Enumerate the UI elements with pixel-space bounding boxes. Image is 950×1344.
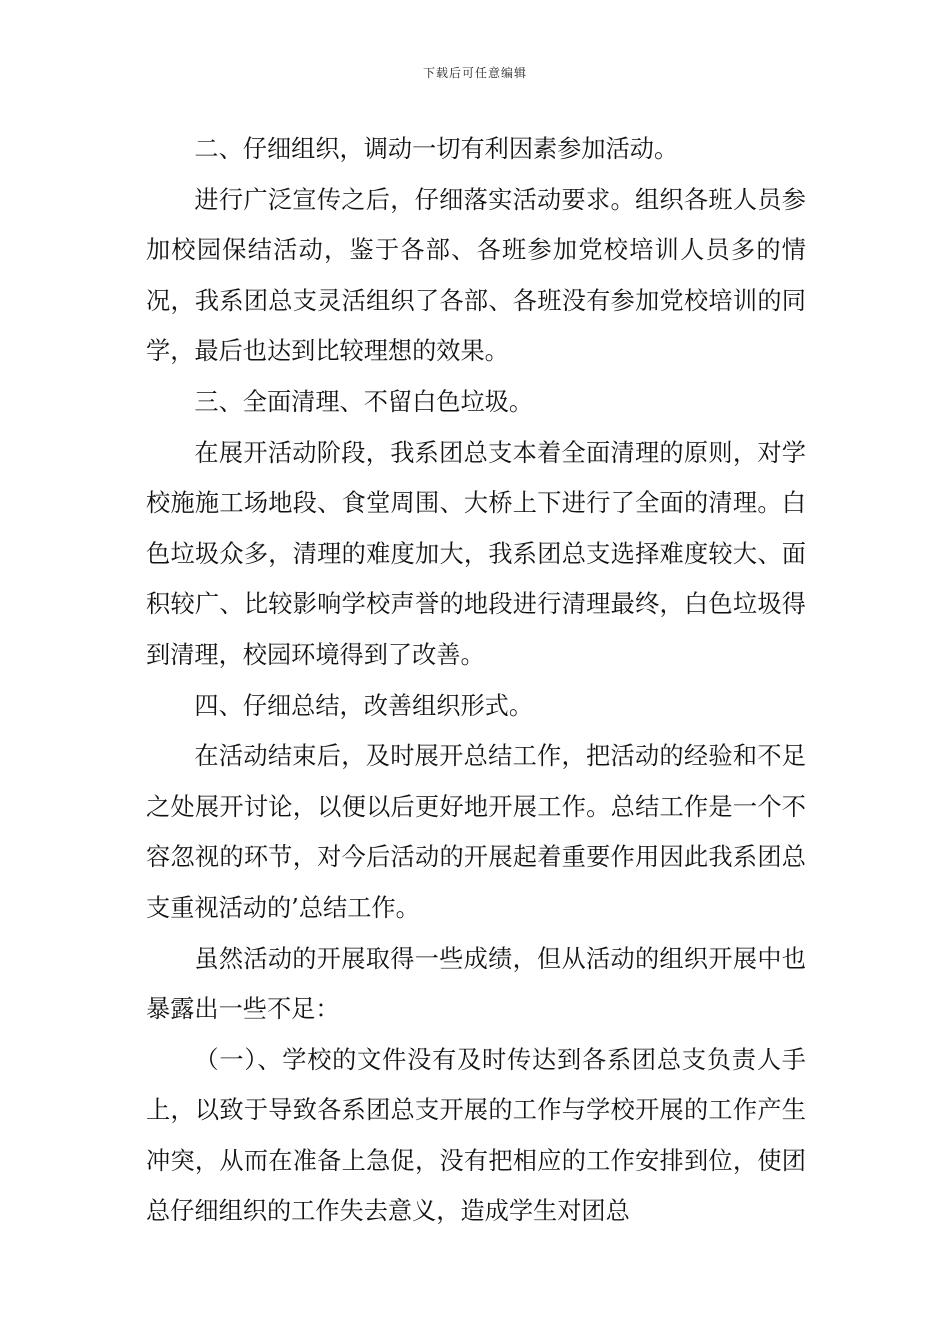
paragraph: 在活动结束后，及时展开总结工作，把活动的经验和不足之处展开讨论，以便以后更好地开展工作。总结工作是一个不容忽视的环节，对今后活动的开展起着重要作用因此我系团总支重视活动的’总结工作。: [146, 742, 806, 922]
list-item-1: （一）、学校的文件没有及时传达到各系团总支负责人手上，以致于导致各系团总支开展的工作与学校开展的工作产生冲突，从而在准备上急促，没有把相应的工作安排到位，使团总仔细组织的工作失去意义，造成学生对团总: [146, 1045, 806, 1226]
section-heading-3: 三、全面清理、不留白色垃圾。: [194, 387, 534, 416]
page-header-note: 下载后可任意编辑: [422, 66, 527, 80]
paragraph: 虽然活动的开展取得一些成绩，但从活动的组织开展中也暴露出一些不足：: [146, 944, 806, 1024]
paragraph: 进行广泛宣传之后，仔细落实活动要求。组织各班人员参加校园保结活动，鉴于各部、各班参加党校培训人员多的情况，我系团总支灵活组织了各部、各班没有参加党校培训的同学，最后也达到比较理想的效果。: [146, 185, 806, 366]
paragraph: 在展开活动阶段，我系团总支本着全面清理的原则，对学校施施工场地段、食堂周围、大桥上下进行了全面的清理。白色垃圾众多，清理的难度加大，我系团总支选择难度较大、面积较广、比较影响学校声誉的地段进行清理最终，白色垃圾得到清理，校园环境得到了改善。: [146, 438, 806, 669]
document-body: [146, 124, 806, 1237]
section-heading-2: 二、仔细组织，调动一切有利因素参加活动。: [194, 135, 679, 163]
section-heading-4: 四、仔细总结，改善组织形式。: [194, 691, 534, 720]
